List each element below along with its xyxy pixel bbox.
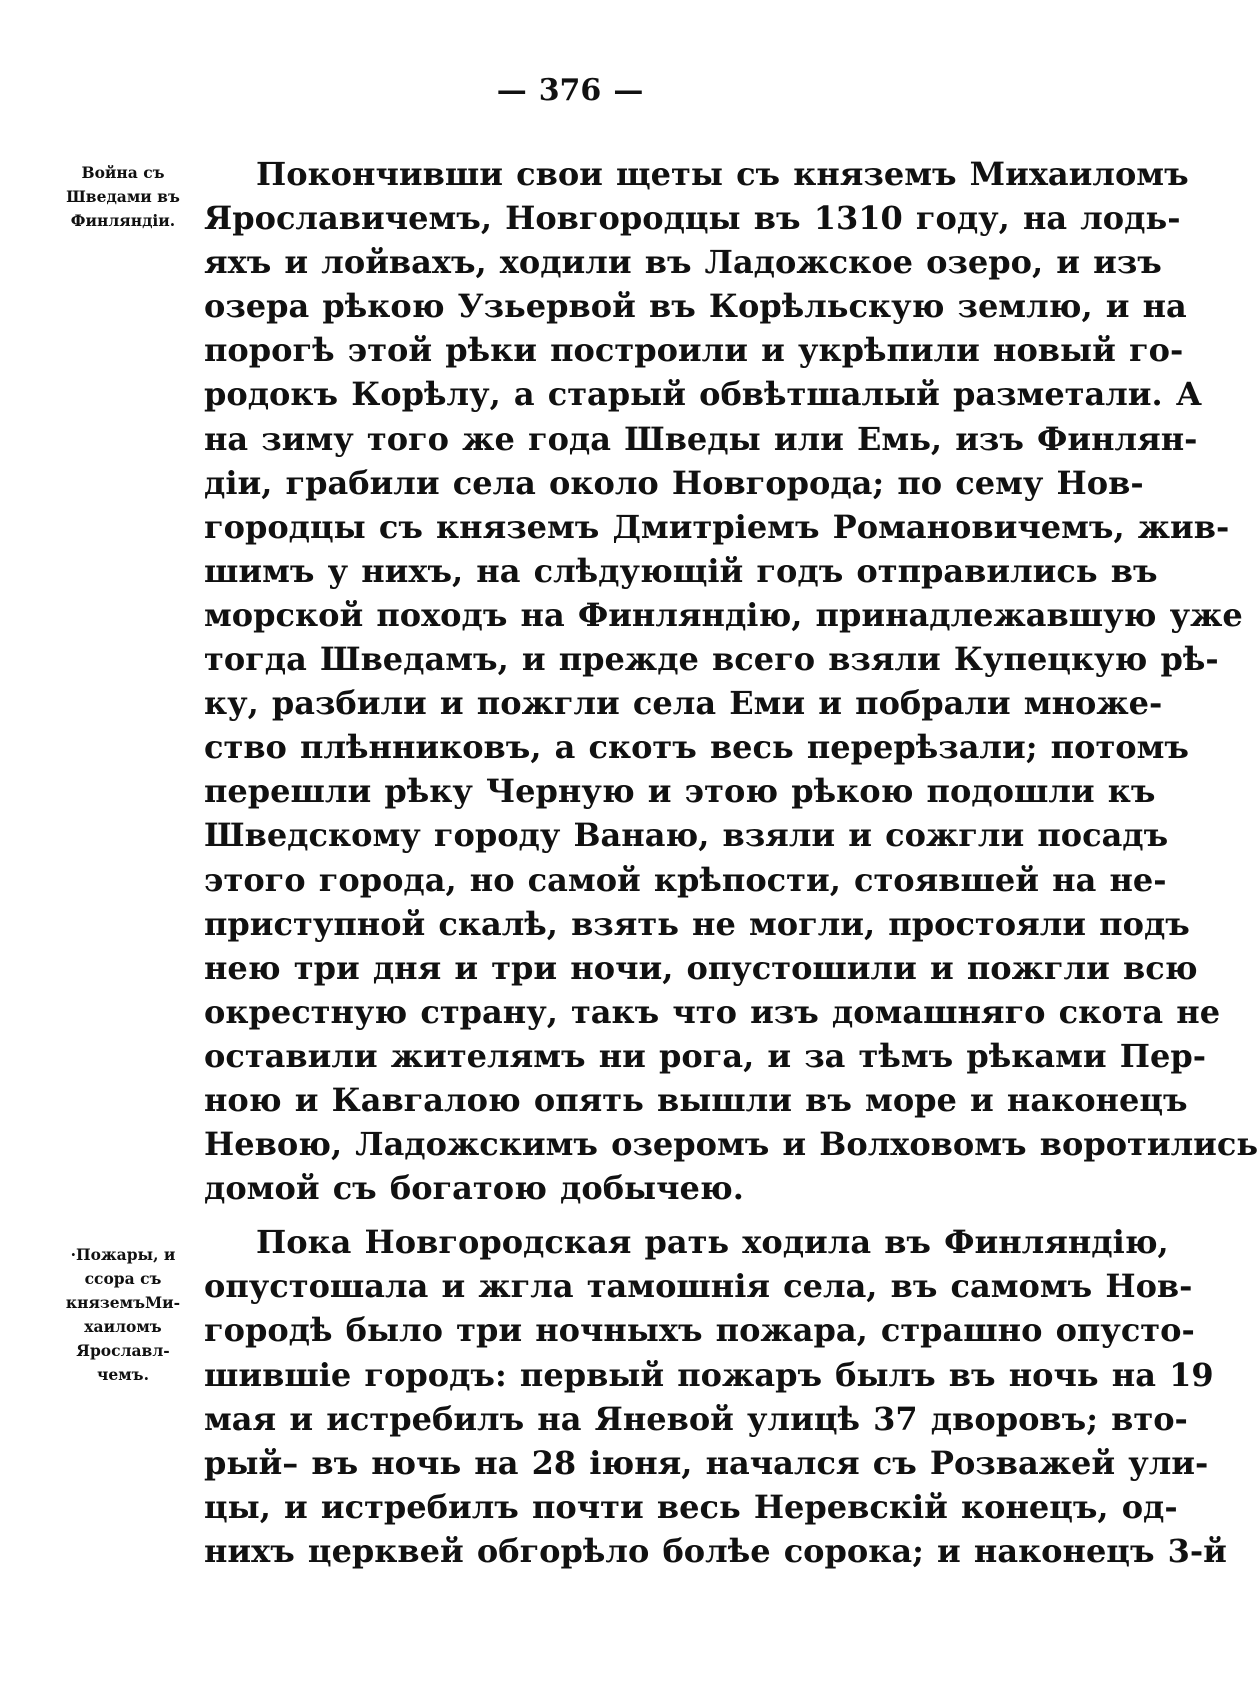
margin-note-line: ·Пожары, и [70, 1245, 176, 1264]
margin-note-fires [54, 1243, 192, 1387]
margin-note-sweden-war [54, 161, 192, 233]
text-line: яхъ и лойвахъ, ходили въ Ладожское озеро, и изъ [204, 243, 1162, 282]
text-line: нею три дня и три ночи, опустошили и пожгли всю [204, 948, 1198, 987]
text-line: озера рѣкою Узьервой въ Корѣльскую землю, и на [204, 287, 1187, 326]
text-line: окрестную страну, такъ что изъ домашняго скота не [204, 992, 1221, 1031]
text-line: городцы съ княземъ Дмитріемъ Романовичемъ, жив- [204, 507, 1230, 546]
text-line: Покончивши свои щеты съ княземъ Михаиломъ [256, 155, 1189, 193]
text-line: оставили жителямъ ни рога, и за тѣмъ рѣками Пер- [204, 1036, 1206, 1075]
margin-note-line: Финляндіи. [70, 211, 176, 230]
margin-note-line: ссора съ [84, 1269, 162, 1288]
margin-note-line: чемъ. [97, 1365, 149, 1384]
text-line: перешли рѣку Черную и этою рѣкою подошли къ [204, 772, 1156, 811]
margin-note-line: княземъМи- [65, 1293, 181, 1312]
margin-note-line: Война съ [81, 163, 165, 182]
text-line: ство плѣнниковъ, а скотъ весь перерѣзали; потомъ [204, 728, 1189, 767]
margin-note-line: хаиломъ [84, 1317, 162, 1336]
page-number-dash-right: — [613, 73, 644, 108]
page-number-dash-left: — [496, 73, 527, 108]
text-line: этого города, но самой крѣпости, стоявшей на не- [204, 860, 1167, 899]
paragraph-1 [204, 152, 1258, 1210]
text-line: ку, разбили и пожгли села Еми и побрали множе- [204, 684, 1163, 723]
text-line: діи, грабили села около Новгорода; по сему Нов- [204, 463, 1144, 502]
paragraph-2 [204, 1220, 1227, 1573]
text-line: ною и Кавгалою опять вышли въ море и наконецъ [204, 1080, 1188, 1119]
text-line: родокъ Корѣлу, а старый обвѣтшалый разметали. А [204, 375, 1202, 414]
body-text [204, 152, 1258, 1573]
text-line: Пока Новгородская рать ходила въ Финляндію, [256, 1223, 1169, 1262]
text-line: шившіе городъ: первый пожаръ былъ въ ночь на 19 [204, 1355, 1214, 1394]
text-line: мая и истребилъ на Яневой улицѣ 37 дворовъ; вто- [204, 1399, 1188, 1438]
text-line: морской походъ на Финляндію, принадлежавшую уже [204, 595, 1243, 634]
text-line: на зиму того же года Шведы или Емь, изъ Финлян- [204, 419, 1198, 458]
paragraph-gap [204, 1210, 1084, 1220]
margin-note-line: Ярославл- [76, 1341, 170, 1360]
text-line: цы, и истребилъ почти весь Неревскій конецъ, од- [204, 1487, 1178, 1526]
text-line: нихъ церквей обгорѣло болѣе сорока; и наконецъ 3-й [204, 1531, 1227, 1570]
text-line: порогѣ этой рѣки построили и укрѣпили новый го- [204, 331, 1184, 370]
text-line: опустошала и жгла тамошнія села, въ самомъ Нов- [204, 1267, 1193, 1306]
page-number [0, 73, 1140, 108]
text-line: шимъ у нихъ, на слѣдующій годъ отправились въ [204, 551, 1158, 590]
text-line: домой съ богатою добычею. [204, 1169, 744, 1208]
text-line: приступной скалѣ, взять не могли, простояли подъ [204, 904, 1190, 943]
text-line: Шведскому городу Ванаю, взяли и сожгли посадъ [204, 816, 1169, 855]
text-line: тогда Шведамъ, и прежде всего взяли Купецкую рѣ- [204, 640, 1219, 679]
text-line: Ярославичемъ, Новгородцы въ 1310 году, на лодь- [204, 199, 1181, 238]
text-line: Невою, Ладожскимъ озеромъ и Волховомъ воротились [204, 1125, 1258, 1164]
margin-note-line: Шведами въ [66, 187, 180, 206]
text-line: рый– въ ночь на 28 іюня, начался съ Розважей ули- [204, 1443, 1209, 1482]
page-number-value: 376 [538, 73, 602, 108]
text-line: городѣ было три ночныхъ пожара, страшно опусто- [204, 1311, 1195, 1350]
